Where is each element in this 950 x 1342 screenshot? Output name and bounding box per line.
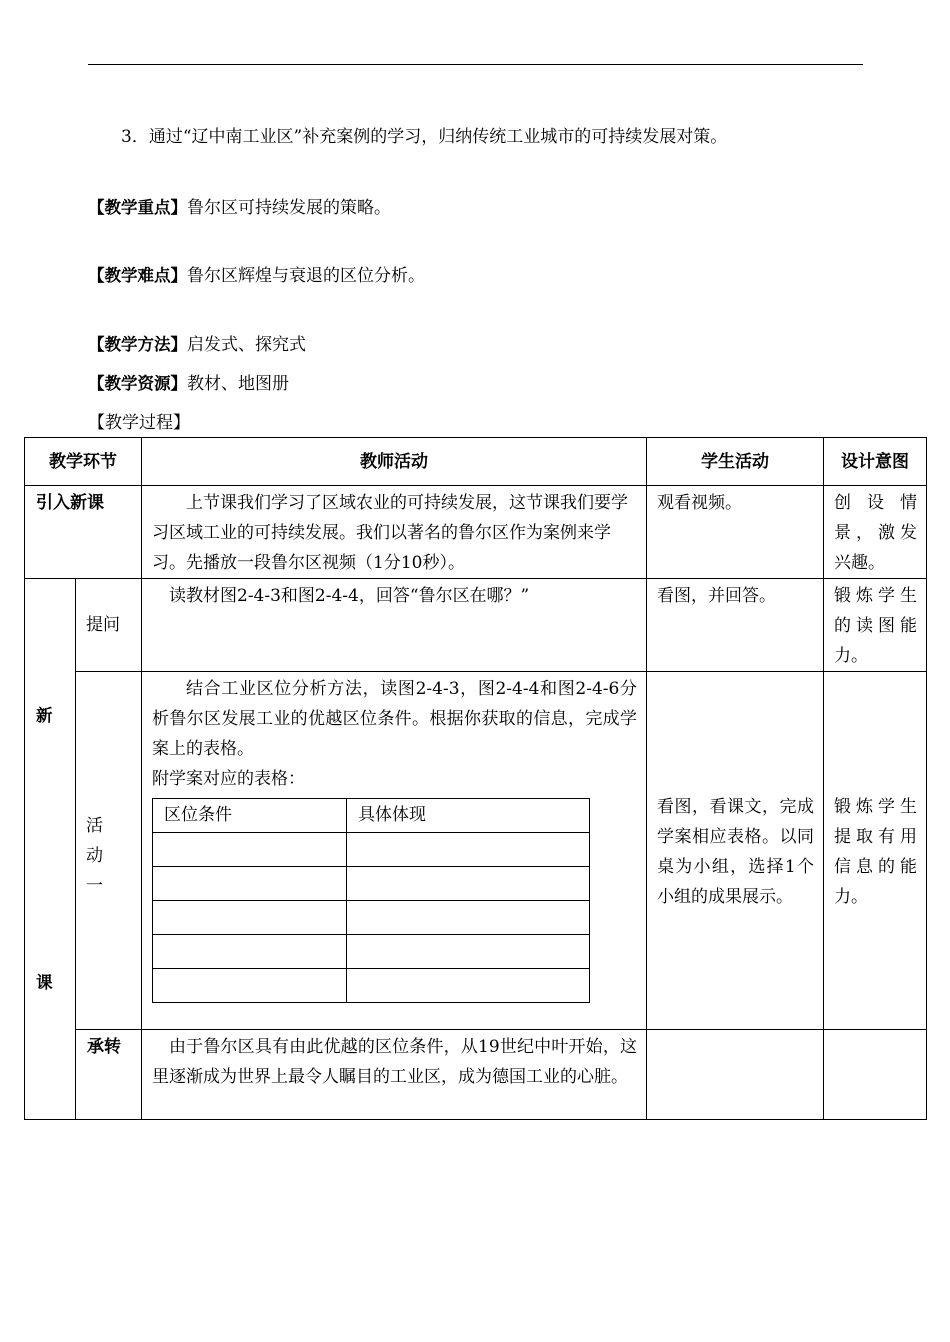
teacher-activity-1 [142, 672, 647, 1030]
key-point-text: 鲁尔区可持续发展的策略。 [187, 198, 391, 218]
stage-intro: 引入新课 [25, 486, 142, 579]
worksheet-header: 区位条件 [153, 799, 347, 833]
resource-text: 教材、地图册 [187, 374, 289, 394]
header-rule [88, 64, 863, 65]
resource-label: 【教学资源】 [88, 374, 187, 393]
worksheet-cell [153, 867, 347, 901]
row-intro [25, 486, 927, 579]
new-lesson-char-2: 课 [36, 973, 53, 992]
student-activity-1: 看图，看课文，完成学案相应表格。以同桌为小组，选择1个小组的成果展示。 [647, 672, 824, 1030]
worksheet-header: 具体体现 [347, 799, 590, 833]
worksheet-table [152, 798, 590, 1003]
student-transition [647, 1030, 824, 1120]
attach-label: 附学案对应的表格： [152, 769, 305, 789]
worksheet-cell [153, 935, 347, 969]
worksheet-header-row [153, 799, 590, 833]
worksheet-row [153, 935, 590, 969]
student-intro: 观看视频。 [647, 486, 824, 579]
worksheet-cell [153, 833, 347, 867]
intent-intro-line: 兴趣。 [834, 553, 885, 573]
intent-transition [824, 1030, 927, 1120]
stage-activity-char: 活 [86, 815, 103, 836]
header-student: 学生活动 [647, 438, 824, 486]
stage-activity-char: 动 [86, 845, 103, 866]
teacher-question: 读教材图2-4-3和图2-4-4，回答“鲁尔区在哪？” [142, 579, 647, 672]
worksheet-row [153, 833, 590, 867]
worksheet-cell [347, 901, 590, 935]
row-question [25, 579, 927, 672]
worksheet-cell [347, 833, 590, 867]
worksheet-cell [347, 867, 590, 901]
header-stage: 教学环节 [25, 438, 142, 486]
worksheet-row [153, 867, 590, 901]
stage-new-lesson [25, 579, 76, 1120]
worksheet-row [153, 969, 590, 1003]
difficulty-label: 【教学难点】 [88, 266, 187, 285]
stage-question: 提问 [76, 579, 142, 672]
stage-activity-1 [76, 672, 142, 1030]
table-header-row [25, 438, 927, 486]
activity-1-instructions: 结合工业区位分析方法，读图2-4-3，图2-4-4和图2-4-6分析鲁尔区发展工业的优越区位条件。根据你获取的信息，完成学案上的表格。 [152, 679, 637, 759]
row-activity-1 [25, 672, 927, 1030]
new-lesson-char-1: 新 [36, 706, 53, 725]
method-text: 启发式、探究式 [187, 335, 306, 355]
worksheet-cell [153, 901, 347, 935]
intent-activity-1: 锻炼学生提取有用信息的能力。 [824, 672, 927, 1030]
worksheet-cell [347, 935, 590, 969]
method [88, 334, 306, 356]
worksheet-cell [347, 969, 590, 1003]
resource [88, 373, 289, 395]
intent-question: 锻炼学生的读图能力。 [824, 579, 927, 672]
difficulty [88, 265, 425, 287]
intent-intro [824, 486, 927, 579]
worksheet-row [153, 901, 590, 935]
teacher-transition: 由于鲁尔区具有由此优越的区位条件，从19世纪中叶开始，这里逐渐成为世界上最令人瞩目的工业区，成为德国工业的心脏。 [142, 1030, 647, 1120]
intent-intro-line: 创 设 情 [834, 493, 917, 513]
teacher-intro: 上节课我们学习了区域农业的可持续发展，这节课我们要学习区域工业的可持续发展。我们以著名的鲁尔区作为案例来学习。先播放一段鲁尔区视频（1分10秒）。 [142, 486, 647, 579]
stage-activity-char: 一 [86, 875, 103, 896]
method-label: 【教学方法】 [88, 335, 187, 354]
process-label: 【教学过程】 [88, 413, 190, 433]
header-teacher: 教师活动 [142, 438, 647, 486]
header-intent: 设计意图 [824, 438, 927, 486]
key-point [88, 197, 391, 219]
stage-transition: 承转 [76, 1030, 142, 1120]
student-question: 看图，并回答。 [647, 579, 824, 672]
objective-3: 3．通过“辽中南工业区”补充案例的学习，归纳传统工业城市的可持续发展对策。 [121, 127, 728, 147]
intent-intro-line: 景，激发 [834, 523, 917, 543]
row-transition [25, 1030, 927, 1120]
difficulty-text: 鲁尔区辉煌与衰退的区位分析。 [187, 266, 425, 286]
worksheet-cell [153, 969, 347, 1003]
lesson-process-table [24, 437, 927, 1120]
key-point-label: 【教学重点】 [88, 198, 187, 217]
